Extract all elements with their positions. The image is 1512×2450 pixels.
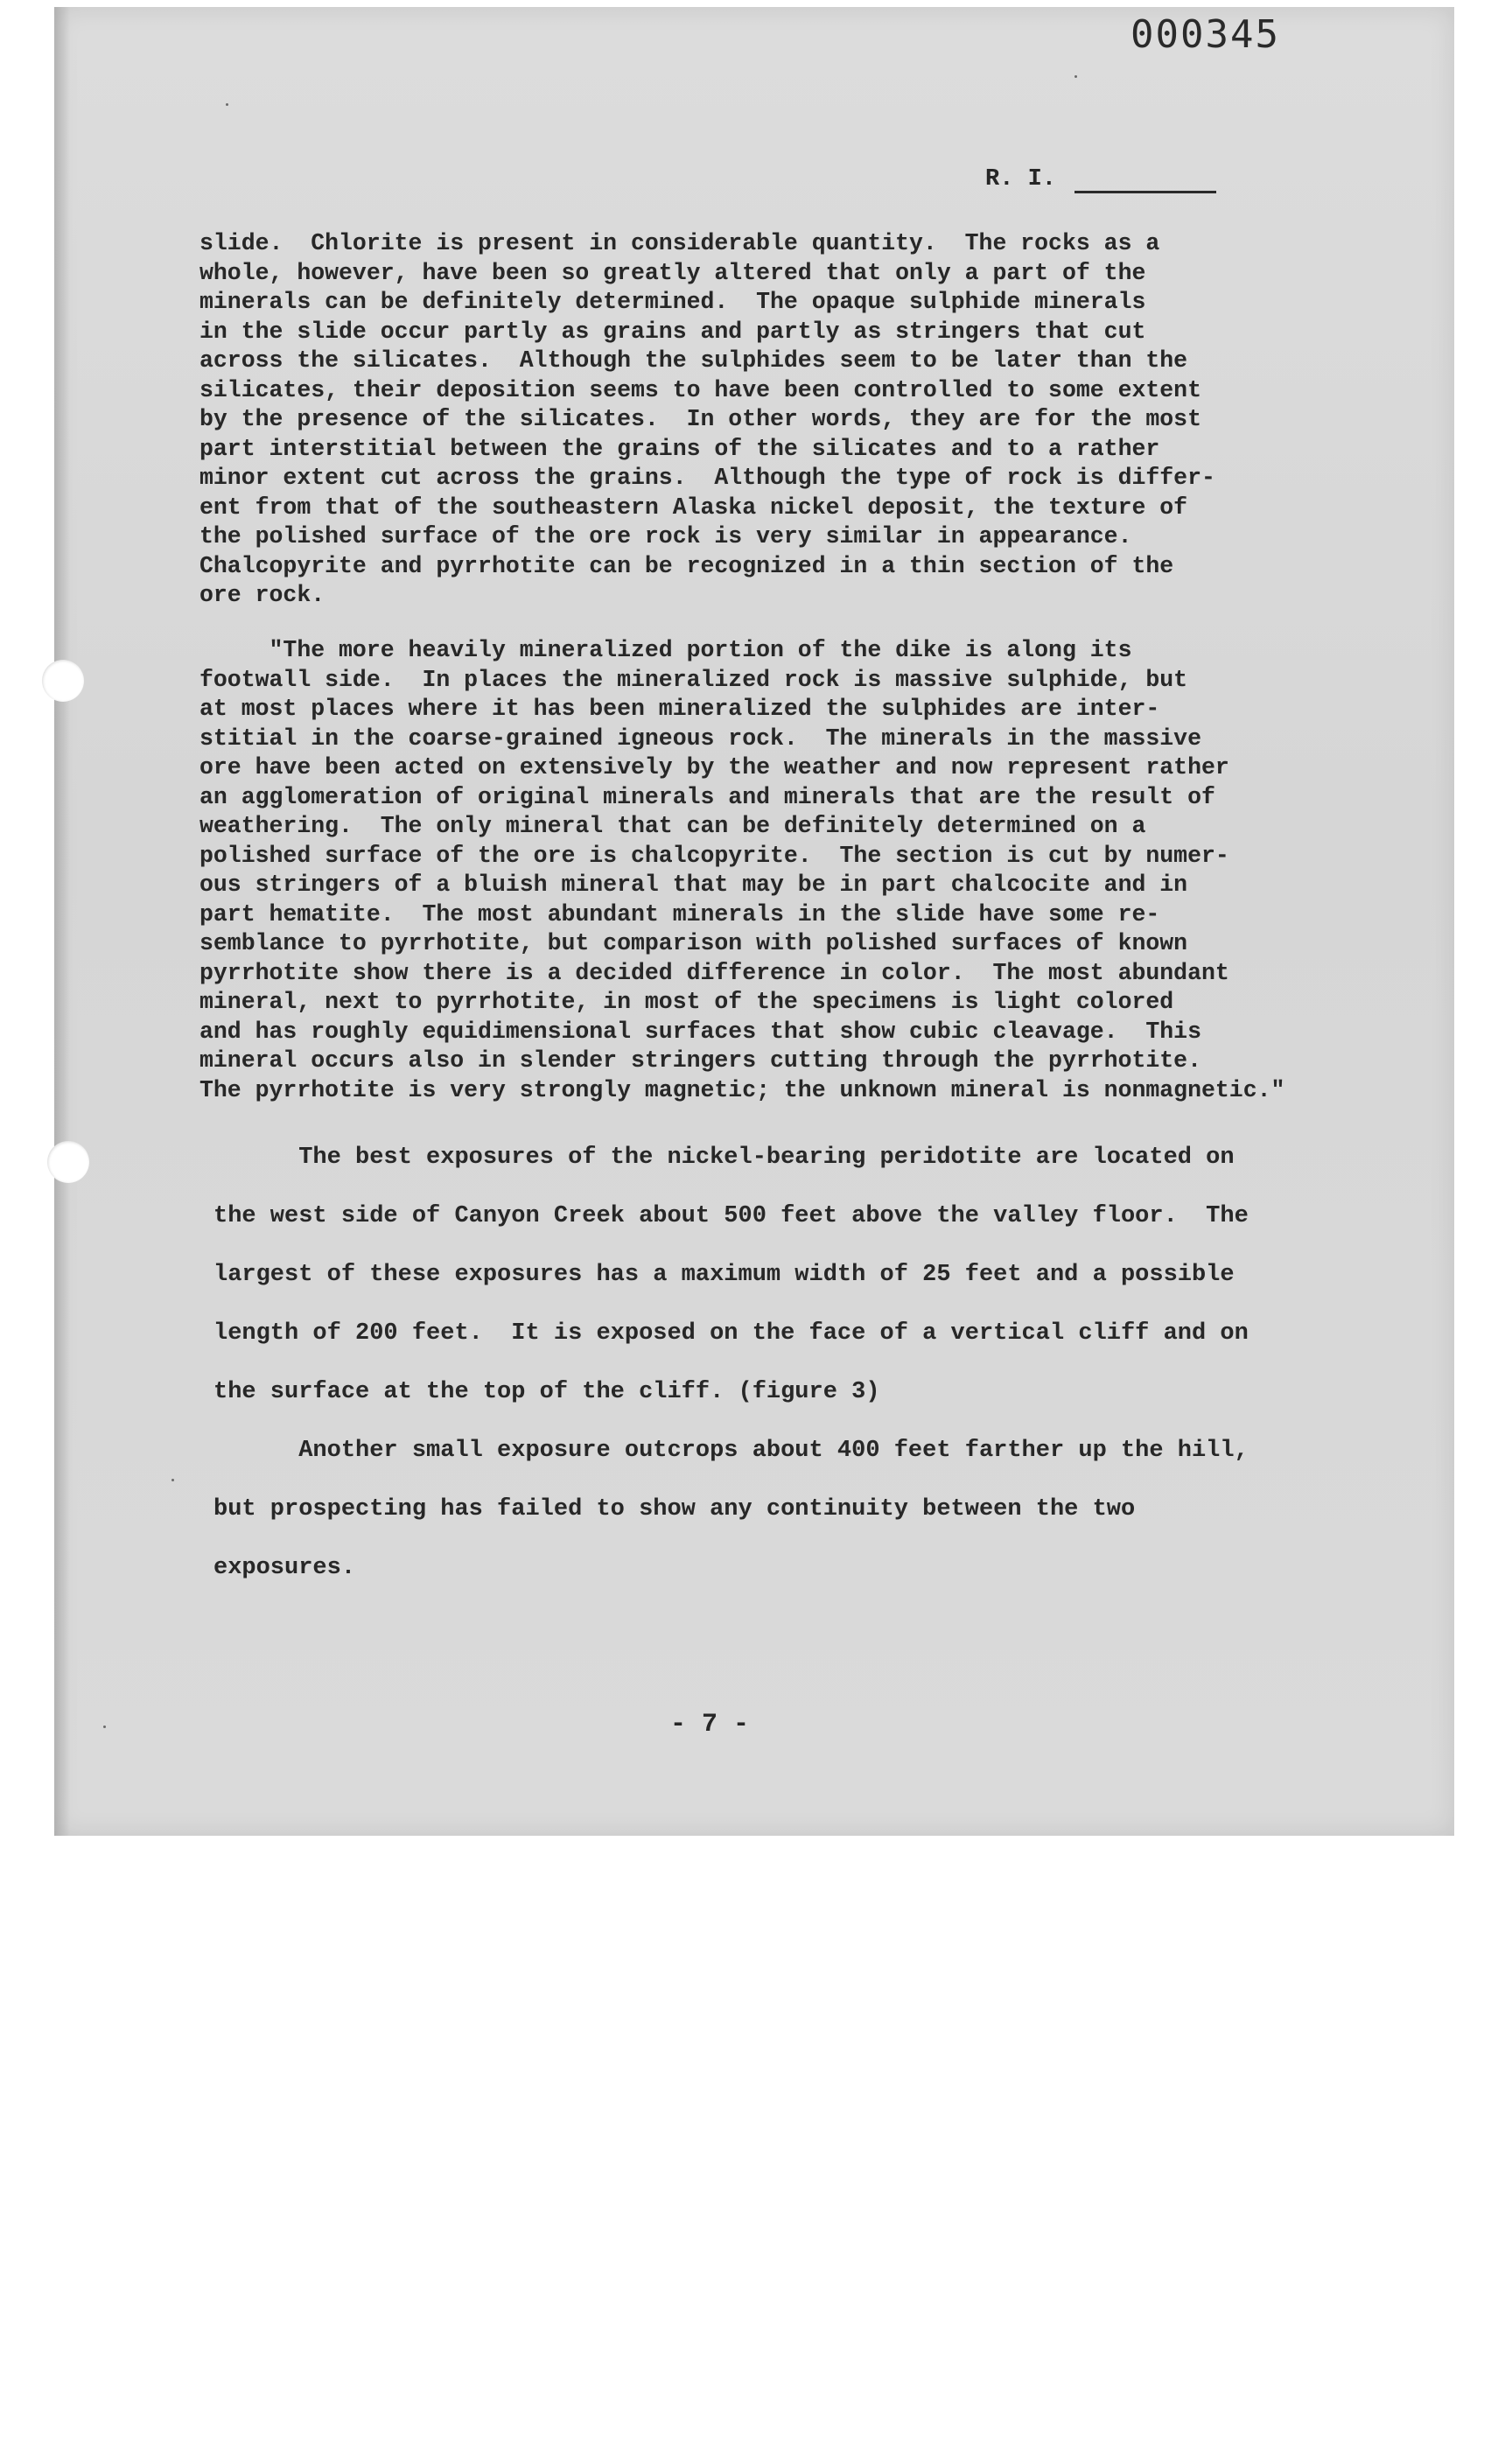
text-line: Another small exposure outcrops about 400 feet farther up the hill, [214,1438,1249,1464]
punch-hole-top [42,660,84,702]
text-line: by the presence of the silicates. In other words, they are for the most [200,406,1201,432]
text-line: "The more heavily mineralized portion of the dike is along its [200,637,1132,663]
paragraph-peridotite-exposures [214,1129,1249,1422]
text-line: but prospecting has failed to show any continuity between the two [214,1496,1136,1522]
text-line: the west side of Canyon Creek about 500 feet above the valley floor. The [214,1203,1249,1229]
text-line: stitial in the coarse-grained igneous rock. The minerals in the massive [200,724,1201,752]
text-line: pyrrhotite show there is a decided difference in color. The most abundant [200,959,1229,986]
text-line: slide. Chlorite is present in considerable quantity. The rocks as a [200,230,1160,256]
text-line: length of 200 feet. It is exposed on the face of a vertical cliff and on [214,1320,1249,1347]
report-ri-label: R. I. [985,166,1057,192]
text-line: ore have been acted on extensively by the weather and now represent rather [200,754,1229,780]
text-line: The pyrrhotite is very strongly magnetic; the unknown mineral is nonmagnetic." [200,1076,1285,1103]
text-line: in the slide occur partly as grains and partly as stringers that cut [200,318,1146,345]
scan-speck [1074,75,1077,78]
text-line: mineral occurs also in slender stringers cutting through the pyrrhotite. [200,1047,1201,1074]
text-line: ore rock. [200,582,326,608]
text-line: an agglomeration of original minerals and minerals that are the result of [200,783,1215,810]
text-line: the surface at the top of the cliff. (figure 3) [214,1379,880,1405]
paragraph-second-exposure [214,1422,1249,1598]
document-stamp-number: 000345 [1130,12,1280,57]
text-line: Chalcopyrite and pyrrhotite can be recognized in a thin section of the [200,552,1174,579]
text-line: weathering. The only mineral that can be definitely determined on a [200,813,1146,839]
text-line: and has roughly equidimensional surfaces that show cubic cleavage. This [200,1018,1201,1045]
scan-speck [172,1479,174,1481]
page-number: - 7 - [670,1710,750,1740]
text-line: The best exposures of the nickel-bearing peridotite are located on [214,1144,1235,1171]
text-line: part interstitial between the grains of the silicates and to a rather [200,435,1160,462]
scan-speck [103,1726,106,1728]
scan-speck [226,103,228,106]
paragraph-mineral-description [200,229,1215,611]
text-line: the polished surface of the ore rock is very similar in appearance. [200,523,1132,550]
text-line: ous stringers of a bluish mineral that may be in part chalcocite and in [200,872,1188,898]
text-line: ent from that of the southeastern Alaska nickel deposit, the texture of [200,494,1188,521]
text-line: across the silicates. Although the sulphides seem to be later than the [200,347,1188,374]
text-line: mineral, next to pyrrhotite, in most of the specimens is light colored [200,989,1174,1015]
text-line: part hematite. The most abundant minerals in the slide have some re- [200,900,1160,928]
text-line: silicates, their deposition seems to have been controlled to some extent [200,376,1201,403]
text-line: at most places where it has been mineralized the sulphides are inter- [200,696,1160,722]
punch-hole-bottom [47,1141,89,1183]
text-line: minerals can be definitely determined. The opaque sulphide minerals [200,289,1146,315]
report-ri-blank-line [1074,191,1216,193]
text-line: semblance to pyrrhotite, but comparison with polished surfaces of known [200,930,1188,956]
paragraph-dike-mineralization-quote [200,636,1284,1105]
text-line: largest of these exposures has a maximum width of 25 feet and a possible [214,1262,1235,1288]
text-line: whole, however, have been so greatly altered that only a part of the [200,259,1146,286]
text-line: polished surface of the ore is chalcopyrite. The section is cut by numer- [200,842,1229,869]
text-line: minor extent cut across the grains. Although the type of rock is differ- [200,465,1215,491]
text-line: exposures. [214,1555,356,1581]
text-line: footwall side. In places the mineralized rock is massive sulphide, but [200,666,1188,693]
page-shadow-edge [54,7,70,1836]
